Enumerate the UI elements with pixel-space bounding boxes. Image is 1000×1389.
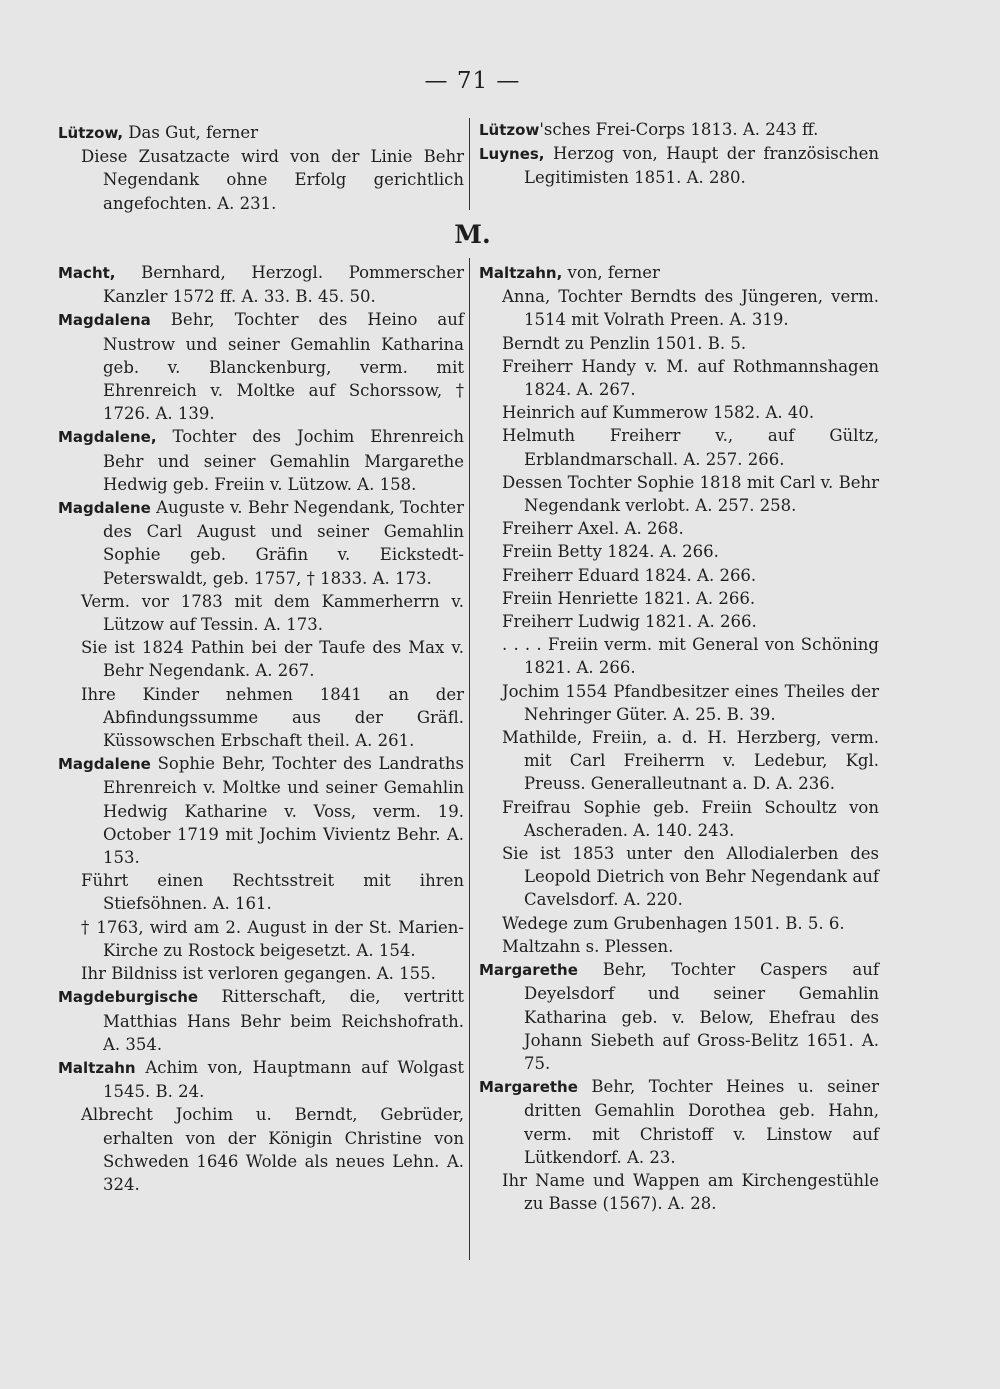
entry-text: Berndt zu Penzlin 1501. B. 5. bbox=[502, 333, 747, 353]
index-entry bbox=[58, 308, 464, 425]
entry-headword: Magdalena bbox=[58, 311, 151, 330]
entry-text: Mathilde, Freiin, a. d. H. Herzberg, verm. mit Carl Freiherrn v. Ledebur, Kgl. Preuss. Generalleutnant a. D. A. 236. bbox=[502, 728, 879, 794]
left-column-top bbox=[58, 121, 464, 215]
index-entry bbox=[58, 752, 464, 869]
index-entry bbox=[58, 121, 464, 145]
index-entry bbox=[479, 1075, 879, 1169]
entry-text: Albrecht Jochim u. Berndt, Gebrüder, erhalten von der Königin Christine von Schweden 1646 Wolde als neues Lehn. A. 324. bbox=[81, 1105, 464, 1194]
index-subentry bbox=[479, 633, 879, 679]
index-subentry bbox=[479, 912, 879, 935]
index-subentry bbox=[479, 587, 879, 610]
index-entry bbox=[58, 1056, 464, 1103]
entry-headword: Magdeburgische bbox=[58, 988, 199, 1007]
index-subentry bbox=[479, 726, 879, 796]
index-subentry bbox=[479, 424, 879, 470]
entry-text: Ritterschaft, die, vertritt Matthias Hans Behr beim Reichshofrath. A. 354. bbox=[103, 987, 464, 1054]
index-subentry bbox=[479, 517, 879, 540]
index-subentry bbox=[58, 590, 464, 636]
entry-text: Tochter des Jochim Ehrenreich Behr und seiner Gemahlin Margarethe Hedwig geb. Freiin v. Lützow. A. 158. bbox=[103, 427, 464, 494]
right-column-top bbox=[479, 118, 879, 190]
index-subentry bbox=[58, 636, 464, 682]
entry-headword: Lützow bbox=[479, 121, 540, 139]
entry-text: Verm. vor 1783 mit dem Kammerherrn v. Lützow auf Tessin. A. 173. bbox=[81, 591, 464, 635]
index-subentry bbox=[58, 916, 464, 962]
index-entry bbox=[479, 958, 879, 1075]
entry-text: Freiherr Axel. A. 268. bbox=[502, 519, 684, 539]
index-subentry bbox=[479, 564, 879, 587]
entry-text: Bernhard, Herzogl. Pommerscher Kanzler 1572 ff. A. 33. B. 45. 50. bbox=[103, 263, 464, 307]
index-subentry bbox=[479, 935, 879, 958]
entry-headword: Luynes, bbox=[479, 145, 545, 164]
entry-text: Sophie Behr, Tochter des Landraths Ehrenreich v. Moltke und seiner Gemahlin Hedwig Katharine v. Voss, verm. 19. October 1719 mit Jochim Vivientz Behr. A. 153. bbox=[103, 754, 464, 868]
entry-text: . . . . Freiin verm. mit General von Schöning 1821. A. 266. bbox=[502, 635, 879, 678]
entry-headword: Margarethe bbox=[479, 961, 578, 980]
entry-text: Dessen Tochter Sophie 1818 mit Carl v. Behr Negendank verlobt. A. 257. 258. bbox=[502, 472, 879, 516]
entry-text: Helmuth Freiherr v., auf Gültz, Erblandmarschall. A. 257. 266. bbox=[502, 426, 879, 469]
entry-text: Wedege zum Grubenhagen 1501. B. 5. 6. bbox=[502, 913, 845, 933]
entry-text: Ihr Bildniss ist verloren gegangen. A. 155. bbox=[81, 964, 436, 984]
index-subentry bbox=[479, 355, 879, 401]
entry-text: Heinrich auf Kummerow 1582. A. 40. bbox=[502, 403, 815, 423]
entry-headword: Magdalene bbox=[58, 755, 151, 774]
entry-text: Behr, Tochter Heines u. seiner dritten Gemahlin Dorothea geb. Hahn, verm. mit Christoff v. Linstow auf Lütkendorf. A. 23. bbox=[524, 1077, 879, 1167]
index-subentry bbox=[58, 145, 464, 215]
index-subentry bbox=[479, 471, 879, 517]
index-entry bbox=[58, 261, 464, 308]
index-subentry bbox=[479, 285, 879, 331]
entry-headword: Margarethe bbox=[479, 1078, 578, 1097]
index-subentry bbox=[479, 401, 879, 424]
index-entry bbox=[479, 118, 879, 142]
entry-text: Freiherr Handy v. M. auf Rothmannshagen 1824. A. 267. bbox=[502, 356, 879, 400]
entry-text: 'sches Frei-Corps 1813. A. 243 ff. bbox=[539, 120, 819, 139]
entry-text: Freiherr Eduard 1824. A. 266. bbox=[502, 565, 757, 585]
index-subentry bbox=[479, 680, 879, 726]
entry-text: Achim von, Hauptmann auf Wolgast 1545. B. 24. bbox=[103, 1057, 464, 1102]
entry-headword: Macht, bbox=[58, 264, 116, 282]
page-number: — 71 — bbox=[424, 68, 521, 94]
index-subentry bbox=[479, 332, 879, 355]
entry-text: Ihr Name und Wappen am Kirchengestühle zu Basse (1567). A. 28. bbox=[502, 1170, 879, 1214]
index-subentry bbox=[479, 610, 879, 633]
index-subentry bbox=[58, 962, 464, 985]
entry-text: Behr, Tochter des Heino auf Nustrow und seiner Gemahlin Katharina geb. v. Blanckenburg, verm. mit Ehrenreich v. Moltke auf Schorssow, † 1726. A. 139. bbox=[103, 310, 464, 424]
right-column-main bbox=[479, 261, 879, 1215]
entry-text: Freiherr Ludwig 1821. A. 266. bbox=[502, 612, 757, 632]
index-entry bbox=[479, 261, 879, 285]
section-letter-heading: M. bbox=[454, 220, 491, 249]
index-subentry bbox=[479, 842, 879, 912]
column-divider-top bbox=[469, 118, 470, 210]
entry-text: Sie ist 1824 Pathin bei der Taufe des Max v. Behr Negendank. A. 267. bbox=[81, 638, 464, 681]
index-subentry bbox=[479, 796, 879, 842]
entry-text: Freiin Henriette 1821. A. 266. bbox=[502, 588, 756, 608]
entry-text: Auguste v. Behr Negendank, Tochter des Carl August und seiner Gemahlin Sophie geb. Gräfin v. Eickstedt-Peterswaldt, geb. 1757, † 1833. A. 173. bbox=[103, 498, 464, 588]
index-entry bbox=[479, 142, 879, 189]
index-entry bbox=[58, 985, 464, 1056]
entry-text: Sie ist 1853 unter den Allodialerben des Leopold Dietrich von Behr Negendank auf Cavelsdorf. A. 220. bbox=[502, 844, 879, 910]
entry-text: Freiin Betty 1824. A. 266. bbox=[502, 542, 719, 562]
entry-headword: Magdalene, bbox=[58, 428, 157, 447]
index-entry bbox=[58, 496, 464, 590]
entry-text: Freifrau Sophie geb. Freiin Schoultz von Ascheraden. A. 140. 243. bbox=[502, 797, 879, 840]
entry-headword: Lützow, bbox=[58, 124, 124, 142]
entry-text: Jochim 1554 Pfandbesitzer eines Theiles der Nehringer Güter. A. 25. B. 39. bbox=[502, 681, 879, 724]
index-entry bbox=[58, 425, 464, 496]
entry-text: † 1763, wird am 2. August in der St. Marien-Kirche zu Rostock beigesetzt. A. 154. bbox=[81, 917, 464, 960]
entry-headword: Maltzahn bbox=[58, 1058, 136, 1077]
entry-headword: Maltzahn, bbox=[479, 264, 563, 282]
entry-headword: Magdalene bbox=[58, 499, 151, 518]
entry-text: Maltzahn s. Plessen. bbox=[502, 936, 674, 956]
column-divider-main bbox=[469, 258, 470, 1260]
entry-text: Ihre Kinder nehmen 1841 an der Abfindungssumme aus der Gräfl. Küssowschen Erbschaft theil. A. 261. bbox=[81, 684, 464, 751]
index-subentry bbox=[58, 1103, 464, 1196]
entry-text: Führt einen Rechtsstreit mit ihren Stiefsöhnen. A. 161. bbox=[81, 871, 464, 914]
index-subentry bbox=[479, 1169, 879, 1215]
entry-text: Behr, Tochter Caspers auf Deyelsdorf und seiner Gemahlin Katharina geb. v. Below, Ehefrau des Johann Siebeth auf Gross-Belitz 1651. A. 75. bbox=[524, 960, 879, 1073]
left-column-main bbox=[58, 261, 464, 1196]
entry-text: von, ferner bbox=[562, 263, 660, 282]
index-subentry bbox=[58, 869, 464, 915]
entry-text: Das Gut, ferner bbox=[123, 123, 259, 142]
entry-text: Diese Zusatzacte wird von der Linie Behr Negendank ohne Erfolg gerichtlich angefochten. A. 231. bbox=[81, 147, 464, 213]
entry-text: Anna, Tochter Berndts des Jüngeren, verm. 1514 mit Volrath Preen. A. 319. bbox=[502, 287, 879, 330]
entry-text: Herzog von, Haupt der französischen Legitimisten 1851. A. 280. bbox=[524, 144, 879, 188]
index-subentry bbox=[58, 683, 464, 753]
index-subentry bbox=[479, 540, 879, 563]
